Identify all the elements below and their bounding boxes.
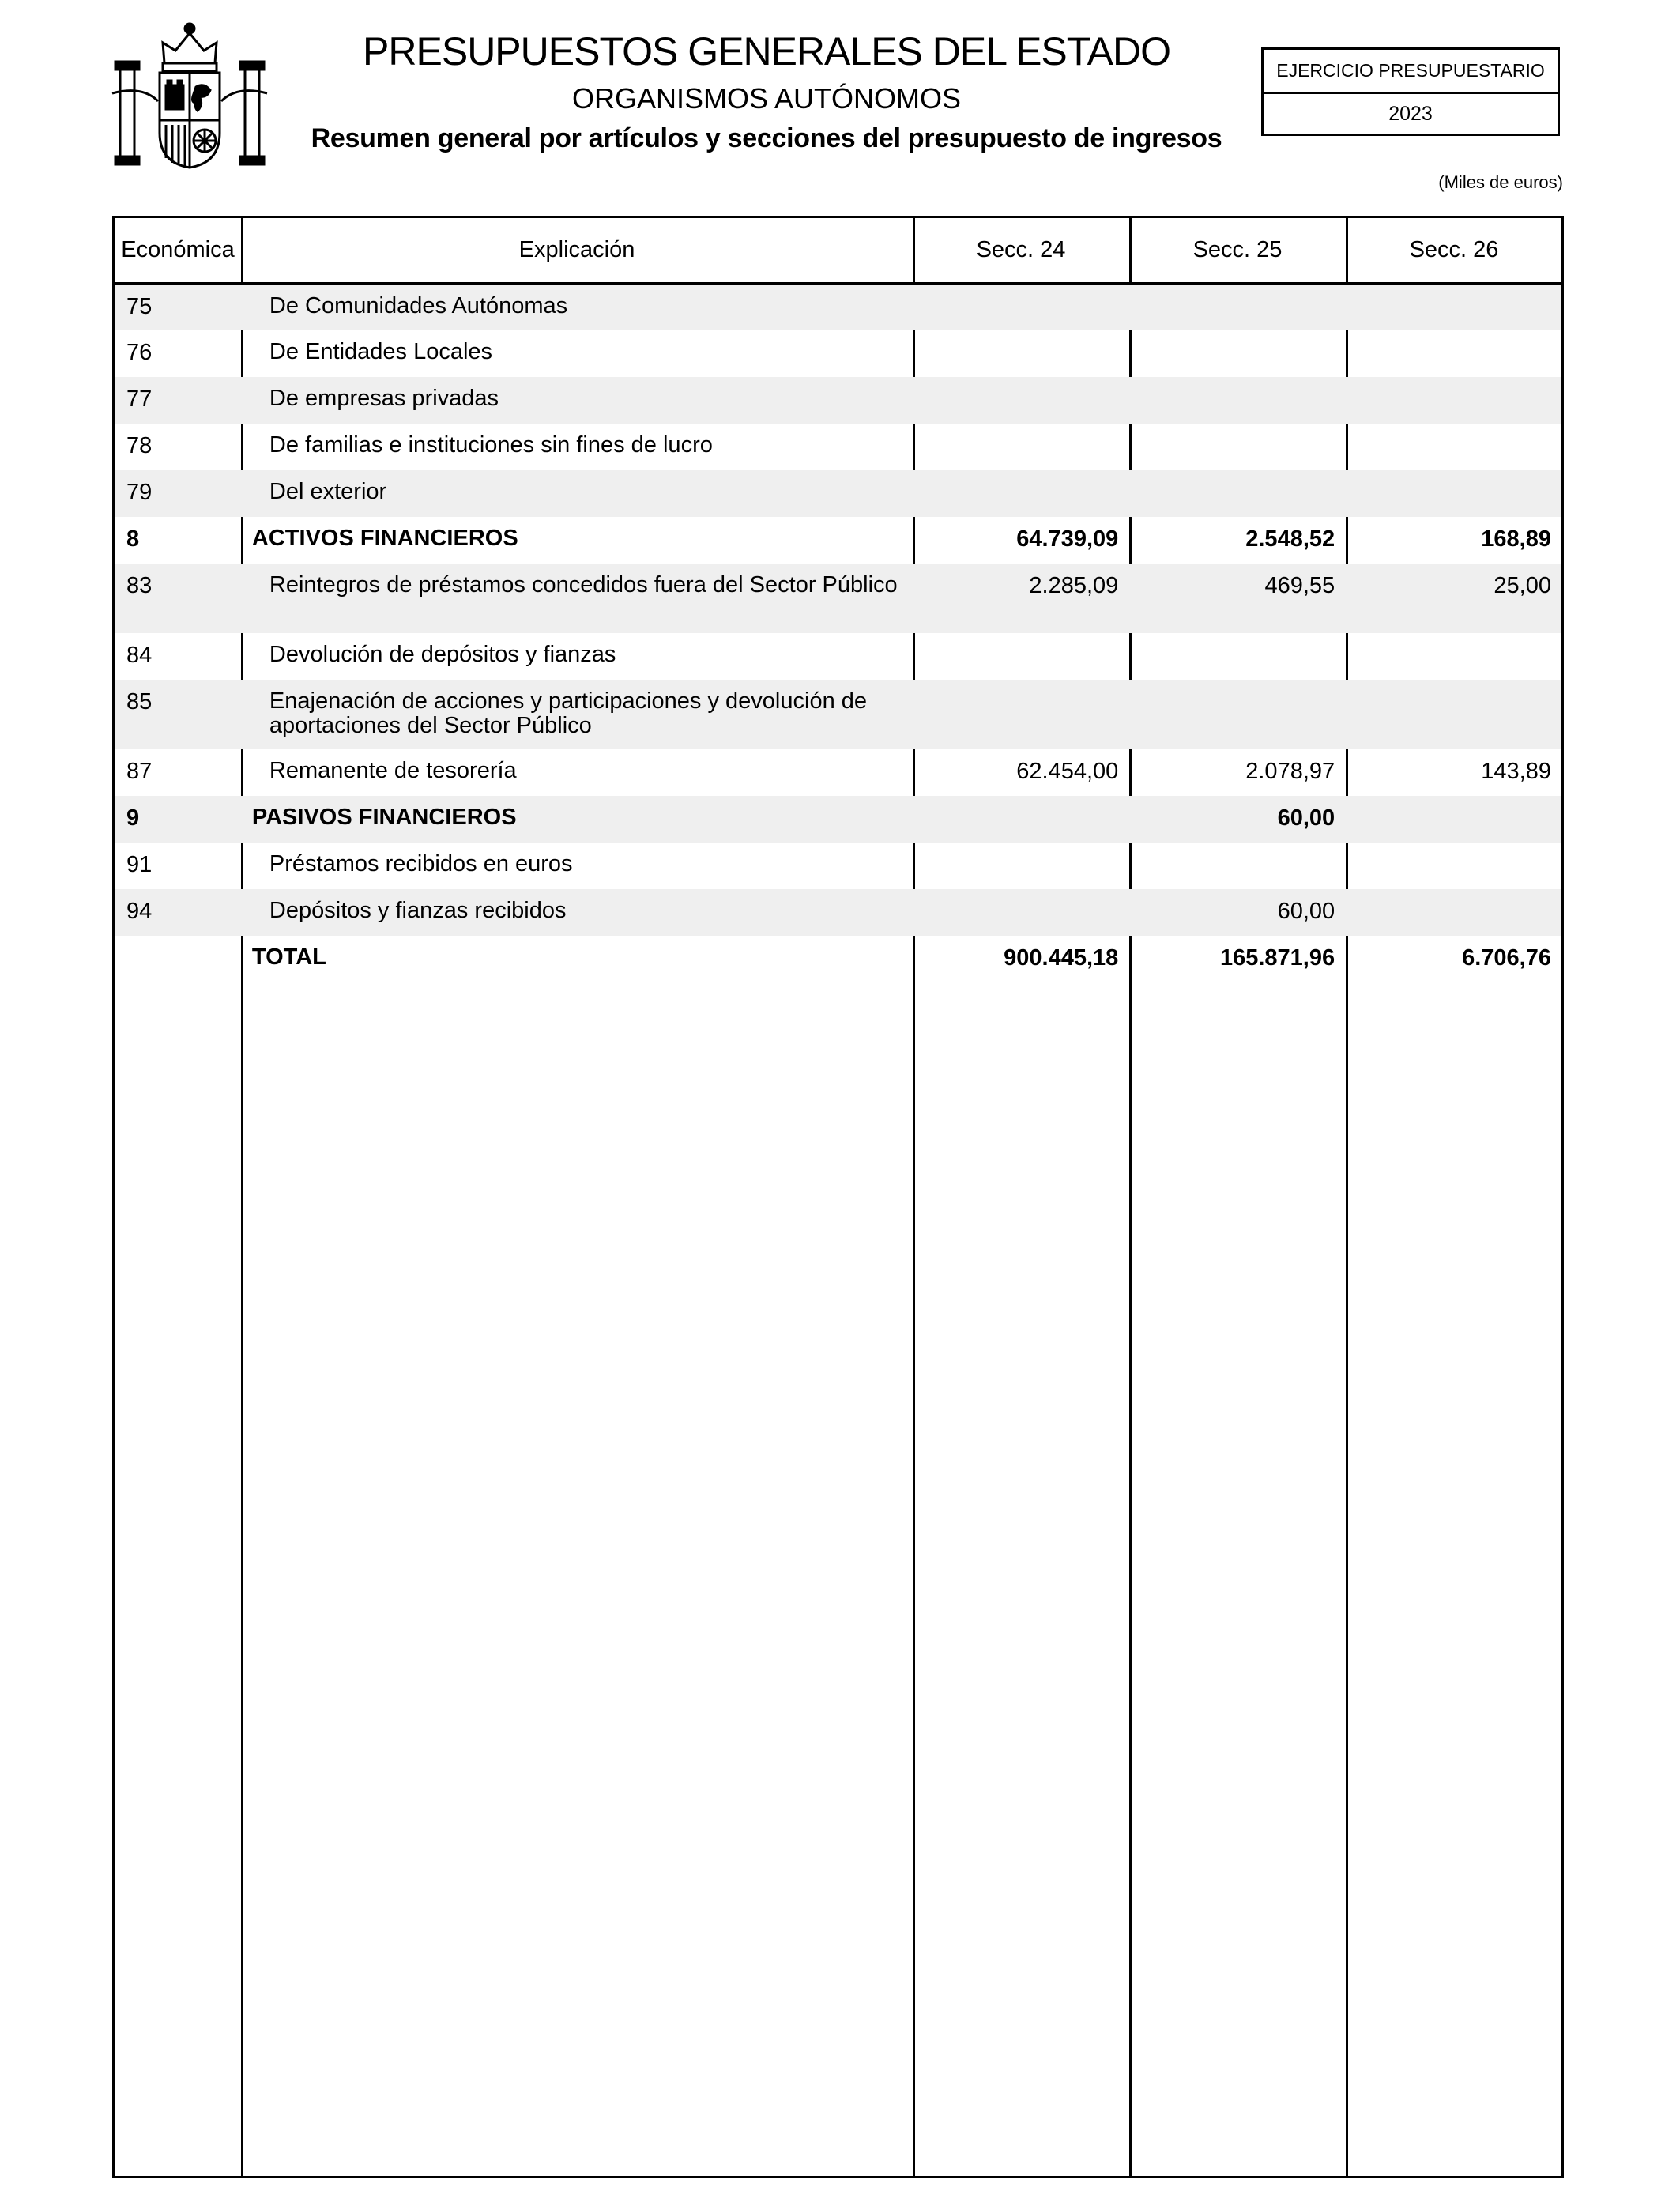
cell-secc-25: 2.548,52 bbox=[1245, 526, 1335, 552]
cell-secc-24 bbox=[912, 633, 1128, 643]
cell-secc-24: 900.445,18 bbox=[1004, 945, 1119, 971]
cell-code bbox=[115, 936, 241, 945]
cell-secc-26 bbox=[1345, 470, 1561, 480]
cell-explicacion: ACTIVOS FINANCIEROS bbox=[251, 526, 518, 551]
cell-code: 9 bbox=[126, 805, 140, 831]
cell-secc-25 bbox=[1128, 285, 1345, 294]
column-header-economica: Económica bbox=[121, 237, 235, 262]
cell-secc-25: 2.078,97 bbox=[1245, 759, 1335, 784]
cell-explicacion: Enajenación de acciones y participaciones y devolución de aportaciones del Sector Público bbox=[269, 688, 868, 738]
cell-explicacion: Depósitos y fianzas recibidos bbox=[269, 898, 567, 923]
table-row bbox=[115, 889, 1561, 936]
cell-explicacion: Préstamos recibidos en euros bbox=[269, 851, 573, 876]
cell-explicacion: Remanente de tesorería bbox=[269, 758, 517, 783]
cell-explicacion: De empresas privadas bbox=[269, 386, 499, 411]
cell-secc-24 bbox=[912, 377, 1128, 386]
cell-secc-24 bbox=[912, 680, 1128, 689]
cell-explicacion: Reintegros de préstamos concedidos fuera del Sector Público bbox=[269, 572, 898, 598]
cell-secc-26 bbox=[1345, 330, 1561, 340]
cell-code: 87 bbox=[126, 759, 153, 784]
cell-secc-24: 62.454,00 bbox=[1016, 759, 1119, 784]
table-row bbox=[115, 330, 1561, 377]
table-row bbox=[115, 843, 1561, 889]
cell-explicacion: De Comunidades Autónomas bbox=[269, 293, 568, 319]
cell-code: 76 bbox=[126, 340, 153, 365]
cell-secc-24 bbox=[912, 285, 1128, 294]
cell-secc-26 bbox=[1345, 633, 1561, 643]
cell-secc-26 bbox=[1345, 680, 1561, 689]
cell-secc-24 bbox=[912, 424, 1128, 433]
cell-secc-25 bbox=[1128, 424, 1345, 433]
cell-secc-25 bbox=[1128, 377, 1345, 386]
cell-code: 91 bbox=[126, 852, 153, 877]
column-header-secc-24: Secc. 24 bbox=[976, 237, 1066, 262]
cell-secc-24 bbox=[912, 889, 1128, 899]
cell-secc-25 bbox=[1128, 470, 1345, 480]
cell-secc-26: 168,89 bbox=[1481, 526, 1551, 552]
column-header-explicacion: Explicación bbox=[518, 237, 635, 262]
table-row bbox=[115, 564, 1561, 633]
cell-code: 85 bbox=[126, 689, 153, 714]
cell-code: 84 bbox=[126, 643, 153, 668]
ejercicio-year: 2023 bbox=[1388, 102, 1433, 125]
cell-secc-26 bbox=[1345, 377, 1561, 386]
ejercicio-box bbox=[1261, 47, 1560, 136]
table-row bbox=[115, 424, 1561, 470]
cell-secc-24 bbox=[912, 470, 1128, 480]
table-row bbox=[115, 680, 1561, 749]
coat-of-arms-icon bbox=[111, 14, 269, 172]
cell-code: 78 bbox=[126, 433, 153, 458]
cell-secc-24 bbox=[912, 796, 1128, 805]
cell-code: 83 bbox=[126, 573, 153, 598]
cell-explicacion: Del exterior bbox=[269, 479, 387, 504]
cell-code: 79 bbox=[126, 480, 153, 505]
table-row-total bbox=[115, 936, 1561, 982]
cell-secc-24: 64.739,09 bbox=[1016, 526, 1119, 552]
cell-secc-26 bbox=[1345, 843, 1561, 852]
cell-secc-26 bbox=[1345, 424, 1561, 433]
units-note: (Miles de euros) bbox=[1438, 172, 1563, 192]
cell-secc-26 bbox=[1345, 796, 1561, 805]
page-description: Resumen general por artículos y secciones del presupuesto de ingresos bbox=[311, 123, 1222, 153]
cell-code: 77 bbox=[126, 386, 153, 412]
cell-secc-25 bbox=[1128, 633, 1345, 643]
cell-explicacion: De familias e instituciones sin fines de lucro bbox=[269, 432, 713, 458]
cell-explicacion: TOTAL bbox=[251, 944, 326, 970]
cell-secc-24: 2.285,09 bbox=[1029, 573, 1119, 598]
table-row bbox=[115, 517, 1561, 564]
cell-code: 75 bbox=[126, 294, 153, 319]
table-row bbox=[115, 285, 1561, 330]
table-row bbox=[115, 470, 1561, 517]
cell-code: 94 bbox=[126, 899, 153, 924]
column-header-secc-26: Secc. 26 bbox=[1409, 237, 1499, 262]
cell-secc-25: 469,55 bbox=[1264, 573, 1335, 598]
table-row bbox=[115, 633, 1561, 680]
column-header-secc-25: Secc. 25 bbox=[1192, 237, 1283, 262]
table-row bbox=[115, 796, 1561, 843]
cell-secc-25: 60,00 bbox=[1277, 899, 1335, 924]
cell-explicacion: De Entidades Locales bbox=[269, 339, 493, 364]
cell-secc-25: 165.871,96 bbox=[1219, 945, 1335, 971]
cell-secc-26 bbox=[1345, 285, 1561, 294]
cell-secc-24 bbox=[912, 330, 1128, 340]
table-row bbox=[115, 377, 1561, 424]
ejercicio-label: EJERCICIO PRESUPUESTARIO bbox=[1264, 50, 1558, 94]
page-title: PRESUPUESTOS GENERALES DEL ESTADO bbox=[363, 29, 1170, 74]
page-subtitle: ORGANISMOS AUTÓNOMOS bbox=[571, 82, 962, 115]
cell-secc-24 bbox=[912, 843, 1128, 852]
cell-code: 8 bbox=[126, 526, 140, 552]
table-body bbox=[115, 285, 1561, 982]
cell-secc-26: 25,00 bbox=[1494, 573, 1551, 598]
cell-secc-26: 6.706,76 bbox=[1462, 945, 1551, 971]
cell-secc-25 bbox=[1128, 680, 1345, 689]
cell-explicacion: PASIVOS FINANCIEROS bbox=[251, 805, 517, 830]
cell-secc-25 bbox=[1128, 330, 1345, 340]
budget-table bbox=[112, 216, 1564, 2178]
cell-secc-25: 60,00 bbox=[1277, 805, 1335, 831]
cell-secc-25 bbox=[1128, 843, 1345, 852]
cell-explicacion: Devolución de depósitos y fianzas bbox=[269, 642, 616, 667]
cell-secc-26 bbox=[1345, 889, 1561, 899]
cell-secc-26: 143,89 bbox=[1481, 759, 1551, 784]
table-row bbox=[115, 749, 1561, 796]
